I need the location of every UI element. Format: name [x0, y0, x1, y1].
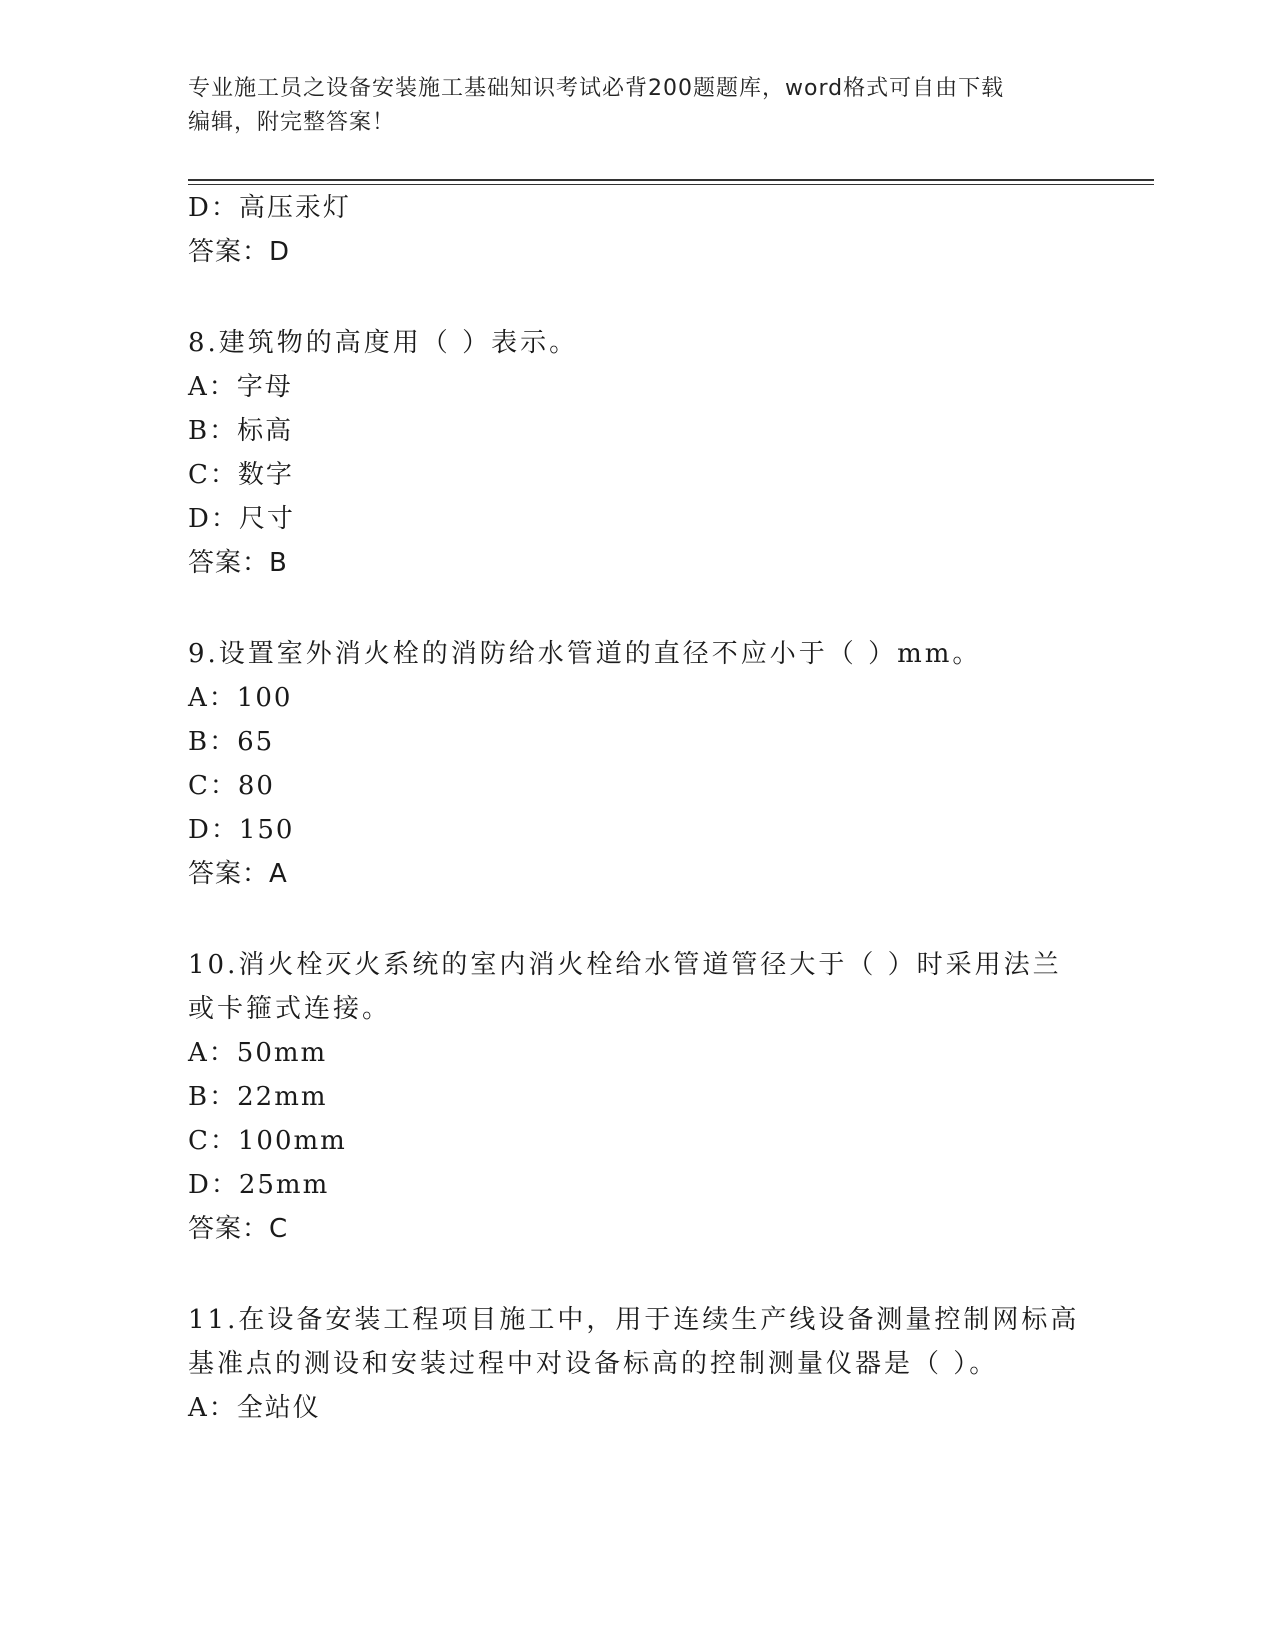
q9-option-b: B：65: [188, 727, 275, 757]
q10-option-b: B：22mm: [188, 1082, 328, 1112]
q11-option-a: A：全站仪: [188, 1393, 321, 1423]
q8-option-d: D：尺寸: [188, 504, 295, 534]
q8-text: 8.建筑物的高度用（ ）表示。: [188, 328, 579, 358]
q10-text-line-1: 10.消火栓灭火系统的室内消火栓给水管道管径大于（ ）时采用法兰: [188, 950, 1062, 980]
q8-answer: 答案：B: [188, 548, 288, 578]
q10-option-a: A：50mm: [188, 1038, 328, 1068]
q9-text: 9.设置室外消火栓的消防给水管道的直径不应小于（ ）mm。: [188, 639, 982, 669]
header-divider-thin: [188, 184, 1154, 185]
q8-option-a: A：字母: [188, 372, 293, 402]
q8-option-c: C：数字: [188, 460, 294, 490]
header-title-line-1: 专业施工员之设备安装施工基础知识考试必背200题题库，word格式可自由下载: [188, 76, 1005, 101]
q10-answer: 答案：C: [188, 1214, 289, 1244]
q11-text-line-1: 11.在设备安装工程项目施工中，用于连续生产线设备测量控制网标高: [188, 1305, 1080, 1335]
document-header: [188, 72, 1088, 140]
header-title-line-2: 编辑，附完整答案！: [188, 110, 396, 135]
q10-option-d: D：25mm: [188, 1170, 330, 1200]
q11-text-line-2: 基准点的测设和安装过程中对设备标高的控制测量仪器是（ ）。: [188, 1349, 999, 1379]
q9-option-d: D：150: [188, 815, 295, 845]
q10-text-line-2: 或卡箍式连接。: [188, 994, 392, 1024]
q9-answer: 答案：A: [188, 859, 288, 889]
header-divider-thick: [188, 179, 1154, 181]
q9-option-c: C：80: [188, 771, 275, 801]
q10-option-c: C：100mm: [188, 1126, 347, 1156]
q9-option-a: A：100: [188, 683, 293, 713]
q8-option-b: B：标高: [188, 416, 294, 446]
prev-option-d: D：高压汞灯: [188, 193, 351, 223]
prev-answer: 答案：D: [188, 237, 291, 267]
